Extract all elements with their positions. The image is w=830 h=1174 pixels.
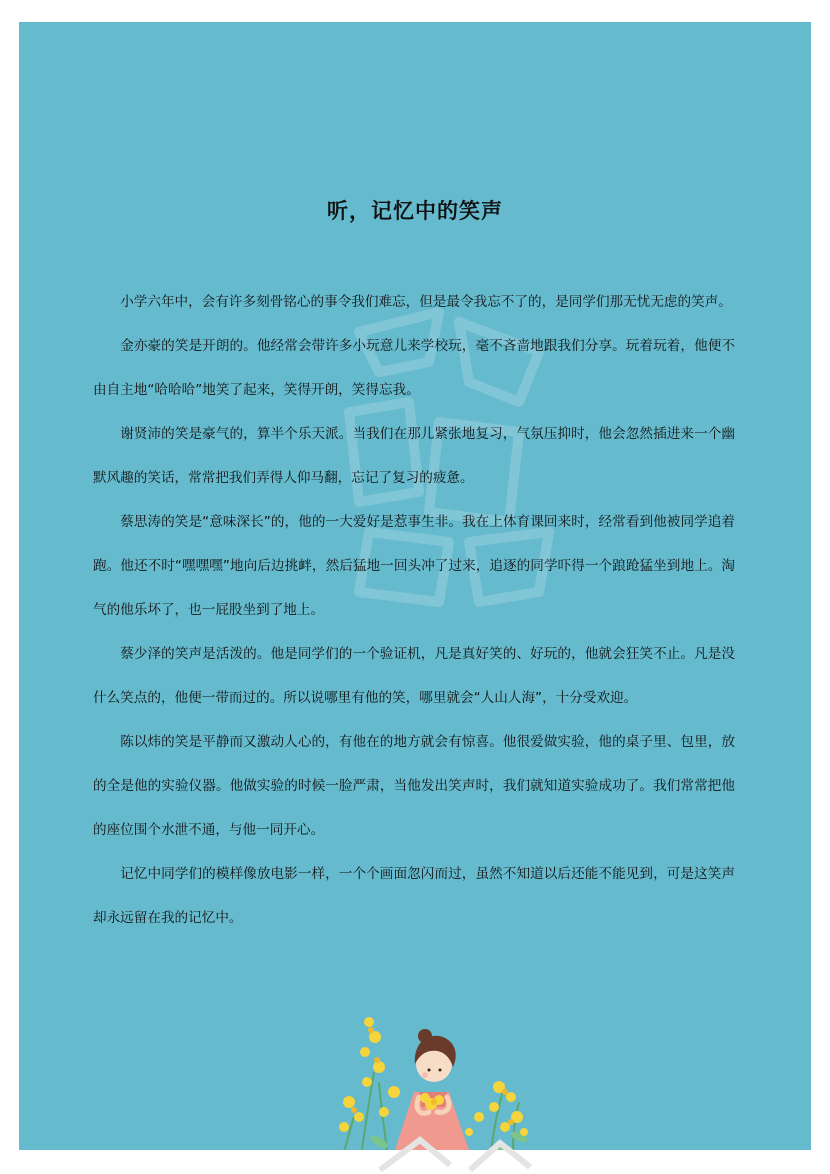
paragraph-1: 小学六年中，会有许多刻骨铭心的事令我们难忘，但是最令我忘不了的，是同学们那无忧无虑的笑声。 (120, 294, 732, 310)
essay-body (93, 280, 735, 940)
paragraph-4: 蔡思涛的笑是“意味深长”的，他的一大爱好是惹事生非。我在上体育课回来时，经常看到他被同学追着跑。他还不时“嘿嘿嘿”地向后边挑衅，然后猛地一回头冲了过来，追逐的同学吓得一个踉跄猛坐到地上。淘气的他乐坏了，也一屁股坐到了地上。 (93, 514, 735, 618)
watermark-corner-icon (360, 1135, 580, 1174)
paragraph-2: 金亦豪的笑是开朗的。他经常会带许多小玩意儿来学校玩，毫不吝啬地跟我们分享。玩着玩着，他便不由自主地“哈哈哈”地笑了起来，笑得开朗，笑得忘我。 (93, 338, 735, 398)
essay-title: 听，记忆中的笑声 (327, 199, 503, 223)
paragraph-6: 陈以炜的笑是平静而又激动人心的，有他在的地方就会有惊喜。他很爱做实验，他的桌子里、包里，放的全是他的实验仪器。他做实验的时候一脸严肃，当他发出笑声时，我们就知道实验成功了。我们常常把他的座位围个水泄不通，与他一同开心。 (93, 734, 735, 838)
paragraph-3: 谢贤沛的笑是豪气的，算半个乐天派。当我们在那儿紧张地复习，气氛压抑时，他会忽然插进来一个幽默风趣的笑话，常常把我们弄得人仰马翻，忘记了复习的疲惫。 (93, 426, 735, 486)
page-panel (19, 22, 811, 1150)
paragraph-7: 记忆中同学们的模样像放电影一样，一个个画面忽闪而过，虽然不知道以后还能不能见到，可是这笑声却永远留在我的记忆中。 (93, 866, 735, 926)
paragraph-5: 蔡少泽的笑声是活泼的。他是同学们的一个验证机，凡是真好笑的、好玩的，他就会狂笑不止。凡是没什么笑点的，他便一带而过的。所以说哪里有他的笑，哪里就会“人山人海”，十分受欢迎。 (93, 646, 735, 706)
girl-with-flowers-illustration (319, 992, 539, 1150)
